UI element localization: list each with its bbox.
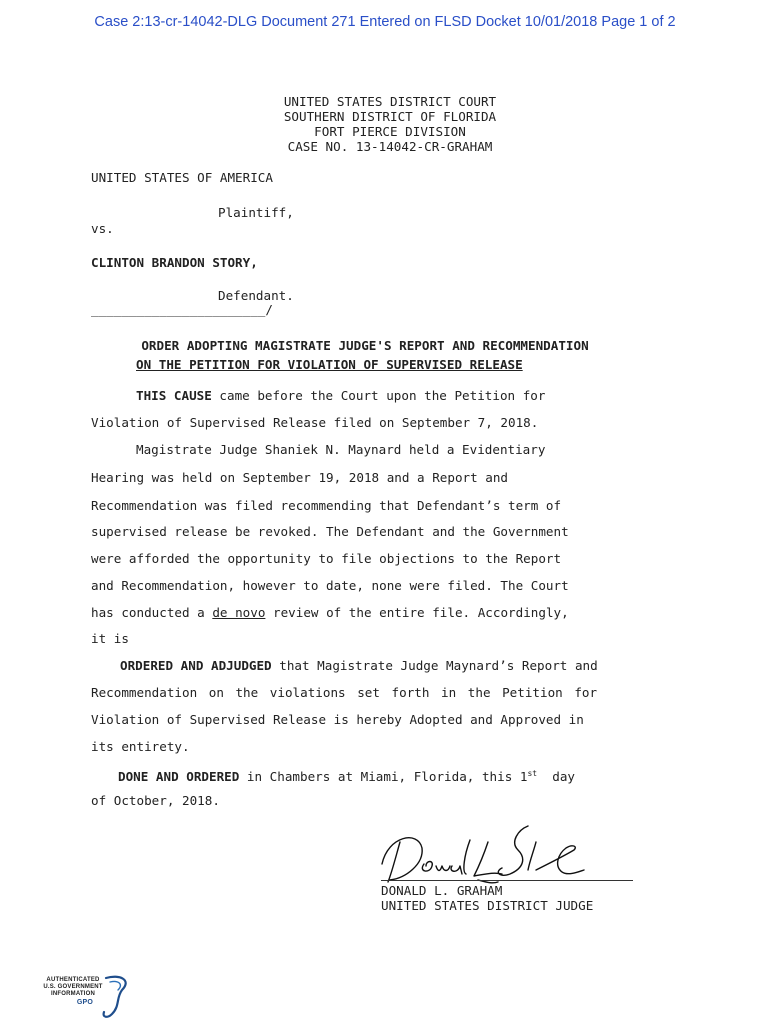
division-name: FORT PIERCE DIVISION [314, 124, 466, 139]
gpo-seal-line1: AUTHENTICATED [46, 977, 100, 983]
plaintiff-role: Plaintiff, [218, 205, 294, 220]
defendant-name: CLINTON BRANDON STORY, [91, 255, 258, 270]
order-title-line2: ON THE PETITION FOR VIOLATION OF SUPERVISED RELEASE [136, 357, 523, 372]
versus-label: vs. [91, 221, 114, 236]
gpo-seal-line3: INFORMATION [50, 991, 96, 997]
paragraph-line: it is [91, 631, 129, 646]
order-title-line1: ORDER ADOPTING MAGISTRATE JUDGE'S REPORT AND RECOMMENDATION [141, 338, 589, 353]
defendant-role: Defendant. [218, 288, 294, 303]
ordered-adjudged-text: that Magistrate Judge Maynard’s Report and [271, 658, 598, 673]
paragraph-line: Recommendation on the violations set forth in the Petition for [91, 685, 598, 700]
paragraph-line: supervised release be revoked. The Defendant and the Government [91, 524, 569, 539]
signature-line [381, 880, 633, 881]
gpo-seal-line2: U.S. GOVERNMENT [43, 984, 103, 990]
paragraph-this-cause [136, 388, 545, 404]
ordered-adjudged-lead: ORDERED AND ADJUDGED [120, 658, 272, 673]
this-cause-lead: THIS CAUSE [136, 388, 212, 403]
this-cause-text: came before the Court upon the Petition for [211, 388, 546, 403]
ordinal-suffix: st [527, 769, 538, 778]
case-number: CASE NO. 13-14042-CR-GRAHAM [287, 139, 493, 154]
handwritten-signature [378, 820, 588, 888]
judge-name: DONALD L. GRAHAM [381, 883, 503, 898]
paragraph-line: and Recommendation, however to date, none were filed. The Court [91, 578, 569, 593]
paragraph-done-ordered [118, 766, 575, 785]
day-word: day [537, 769, 576, 785]
caption-divider: _______________________/ [91, 302, 273, 317]
paragraph-line: its entirety. [91, 739, 190, 754]
district-name: SOUTHERN DISTRICT OF FLORIDA [283, 109, 497, 124]
paragraph-line: Violation of Supervised Release filed on September 7, 2018. [91, 415, 539, 430]
de-novo-term: de novo [212, 605, 266, 620]
paragraph-line: Recommendation was filed recommending that Defendant’s term of [91, 498, 562, 513]
done-ordered-text: in Chambers at Miami, Florida, this 1 [239, 769, 528, 785]
gpo-seal-mark: GPO [76, 999, 94, 1006]
paragraph-line: Magistrate Judge Shaniek N. Maynard held a Evidentiary [136, 442, 546, 457]
line-pre: has conducted a [91, 605, 213, 620]
plaintiff-name: UNITED STATES OF AMERICA [91, 170, 273, 185]
line-post: review of the entire file. Accordingly, [265, 605, 569, 620]
paragraph-line-de-novo [91, 605, 569, 621]
paragraph-line: Violation of Supervised Release is hereby Adopted and Approved in [91, 712, 584, 727]
paragraph-ordered-adjudged [120, 658, 598, 674]
docket-header-stamp: Case 2:13-cr-14042-DLG Document 271 Entered on FLSD Docket 10/01/2018 Page 1 of 2 [94, 14, 676, 30]
judge-title: UNITED STATES DISTRICT JUDGE [381, 898, 594, 913]
paragraph-line: Hearing was held on September 19, 2018 and a Report and [91, 470, 509, 485]
court-name: UNITED STATES DISTRICT COURT [283, 94, 497, 109]
court-caption-block [250, 94, 530, 154]
done-ordered-lead: DONE AND ORDERED [118, 769, 240, 785]
paragraph-line: of October, 2018. [91, 793, 220, 808]
paragraph-line: were afforded the opportunity to file objections to the Report [91, 551, 562, 566]
